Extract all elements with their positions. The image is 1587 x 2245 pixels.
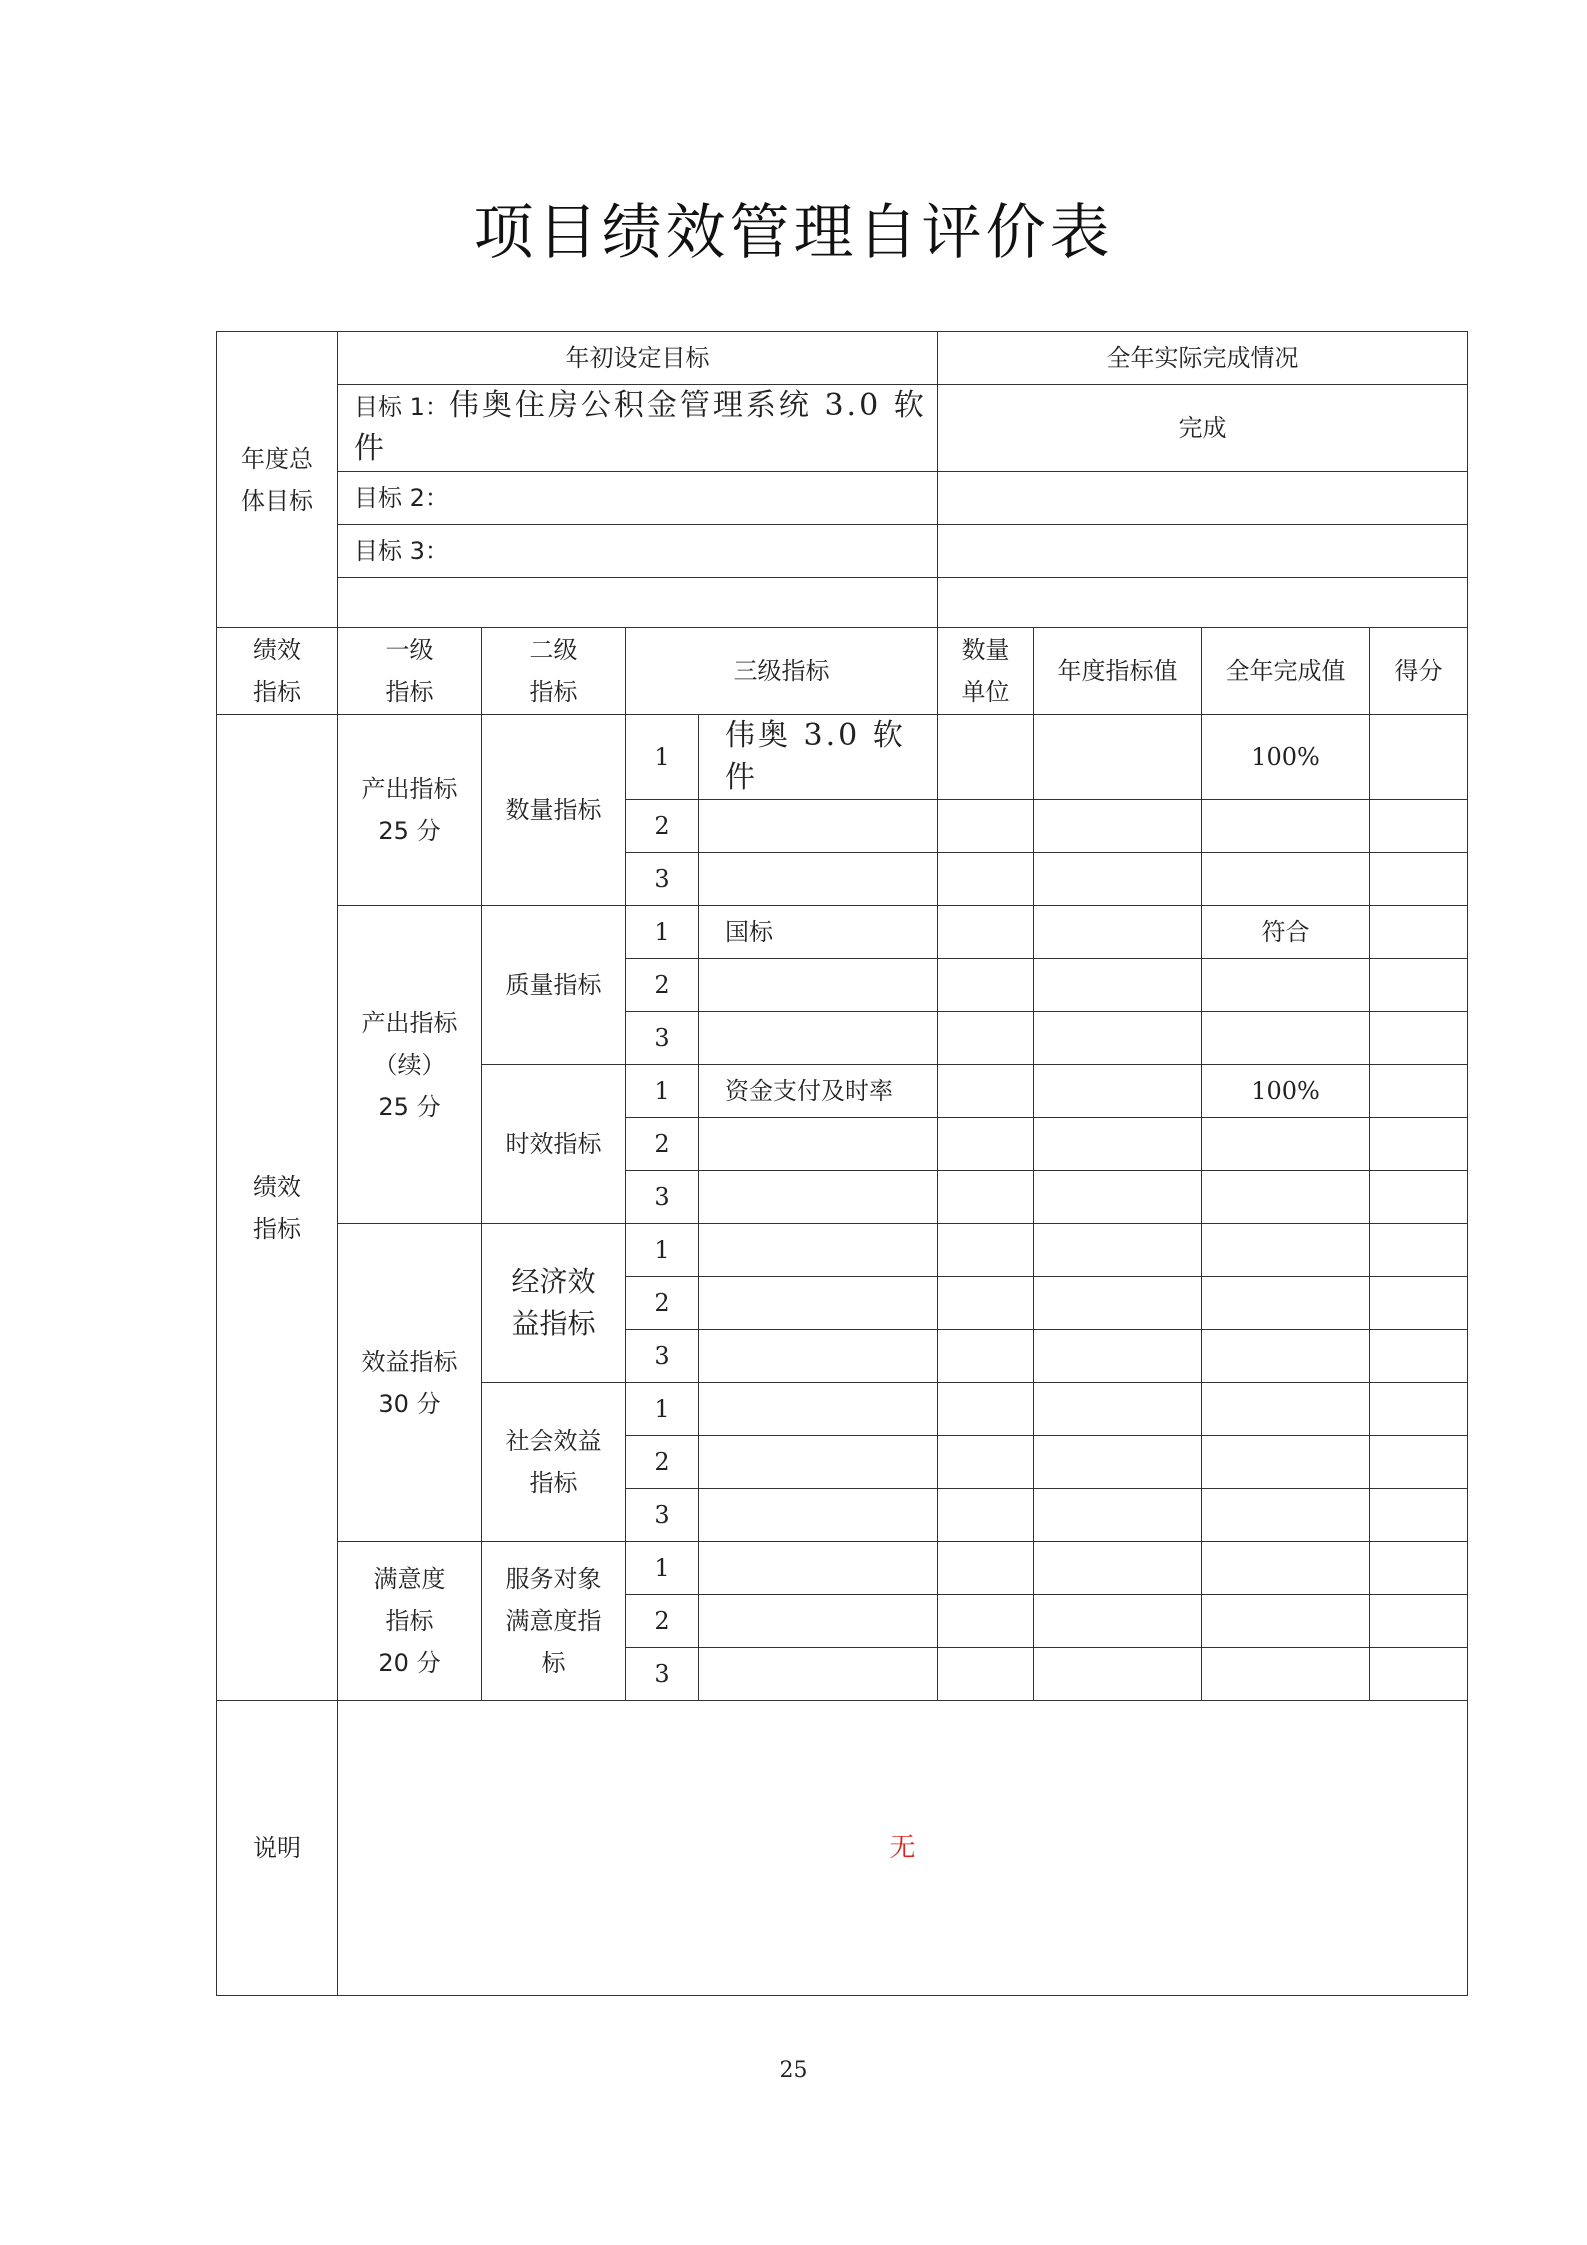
row-target <box>1034 715 1202 800</box>
row-item <box>699 1383 938 1436</box>
row-score <box>1370 1012 1468 1065</box>
row-target <box>1034 1489 1202 1542</box>
goal-3-status <box>938 525 1468 578</box>
row-target <box>1034 853 1202 906</box>
row-unit <box>938 853 1034 906</box>
row-unit <box>938 1012 1034 1065</box>
row-item: 伟奥 3.0 软件 <box>699 715 938 800</box>
row-value <box>1202 800 1370 853</box>
row-score <box>1370 1330 1468 1383</box>
goal-3: 目标 3： <box>338 525 938 578</box>
row-value <box>1202 1224 1370 1277</box>
row-number: 3 <box>626 1489 699 1542</box>
row-value <box>1202 1330 1370 1383</box>
row-number: 2 <box>626 1118 699 1171</box>
row-unit <box>938 1330 1034 1383</box>
row-value <box>1202 1436 1370 1489</box>
evaluation-table <box>216 331 1468 1996</box>
level1-output: 产出指标 25 分 <box>338 715 482 906</box>
row-value <box>1202 1171 1370 1224</box>
row-item <box>699 1436 938 1489</box>
row-score <box>1370 1542 1468 1595</box>
row-item <box>699 1489 938 1542</box>
page-title: 项目绩效管理自评价表 <box>473 198 1114 268</box>
row-value <box>1202 1542 1370 1595</box>
row-number: 3 <box>626 1330 699 1383</box>
row-target <box>1034 1171 1202 1224</box>
row-item <box>699 1595 938 1648</box>
row-score <box>1370 715 1468 800</box>
row-unit <box>938 1118 1034 1171</box>
row-item <box>699 1648 938 1701</box>
perf-header-score: 得分 <box>1370 628 1468 715</box>
row-score <box>1370 1277 1468 1330</box>
row-value <box>1202 1648 1370 1701</box>
row-unit <box>938 1224 1034 1277</box>
row-value <box>1202 1012 1370 1065</box>
row-score <box>1370 1171 1468 1224</box>
row-number: 1 <box>626 1065 699 1118</box>
row-number: 1 <box>626 715 699 800</box>
row-target <box>1034 1542 1202 1595</box>
row-number: 2 <box>626 959 699 1012</box>
row-number: 3 <box>626 853 699 906</box>
row-number: 2 <box>626 800 699 853</box>
notes-content: 无 <box>338 1701 1468 1996</box>
row-score <box>1370 1118 1468 1171</box>
row-value <box>1202 1277 1370 1330</box>
row-value <box>1202 1383 1370 1436</box>
goal-2-status <box>938 472 1468 525</box>
level2-social: 社会效益 指标 <box>482 1383 626 1542</box>
row-target <box>1034 1436 1202 1489</box>
row-score <box>1370 1065 1468 1118</box>
goal-1-status: 完成 <box>938 385 1468 472</box>
goal-1: 目标 1：伟奥住房公积金管理系统 3.0 软件 <box>338 385 938 472</box>
goal-blank-status <box>938 578 1468 628</box>
row-number: 1 <box>626 1542 699 1595</box>
row-number: 3 <box>626 1648 699 1701</box>
row-unit <box>938 1595 1034 1648</box>
row-item: 国标 <box>699 906 938 959</box>
row-unit <box>938 1648 1034 1701</box>
row-score <box>1370 1648 1468 1701</box>
perf-header-level1: 一级 指标 <box>338 628 482 715</box>
row-score <box>1370 906 1468 959</box>
row-target <box>1034 1118 1202 1171</box>
level2-quality: 质量指标 <box>482 906 626 1065</box>
perf-header-c1: 绩效 指标 <box>217 628 338 715</box>
row-number: 1 <box>626 906 699 959</box>
row-target <box>1034 906 1202 959</box>
row-item <box>699 1330 938 1383</box>
row-score <box>1370 800 1468 853</box>
row-target <box>1034 1012 1202 1065</box>
row-unit <box>938 800 1034 853</box>
perf-header-level3: 三级指标 <box>626 628 938 715</box>
row-target <box>1034 1330 1202 1383</box>
row-number: 2 <box>626 1436 699 1489</box>
row-value: 符合 <box>1202 906 1370 959</box>
row-value: 100% <box>1202 715 1370 800</box>
level1-output-continued: 产出指标 （续） 25 分 <box>338 906 482 1224</box>
perf-header-target: 年度指标值 <box>1034 628 1202 715</box>
row-item <box>699 1277 938 1330</box>
row-score <box>1370 1436 1468 1489</box>
row-unit <box>938 906 1034 959</box>
row-item <box>699 959 938 1012</box>
goal-2: 目标 2： <box>338 472 938 525</box>
perf-indicator-label: 绩效 指标 <box>217 715 338 1701</box>
row-item <box>699 1012 938 1065</box>
level2-economic: 经济效 益指标 <box>482 1224 626 1383</box>
level2-quantity: 数量指标 <box>482 715 626 906</box>
row-score <box>1370 1224 1468 1277</box>
row-unit <box>938 1383 1034 1436</box>
row-unit <box>938 1277 1034 1330</box>
row-unit <box>938 959 1034 1012</box>
row-value: 100% <box>1202 1065 1370 1118</box>
annual-goal-label: 年度总 体目标 <box>217 332 338 628</box>
row-item <box>699 1171 938 1224</box>
row-target <box>1034 1648 1202 1701</box>
row-value <box>1202 1118 1370 1171</box>
row-unit <box>938 715 1034 800</box>
perf-header-unit: 数量 单位 <box>938 628 1034 715</box>
row-value <box>1202 1489 1370 1542</box>
row-target <box>1034 800 1202 853</box>
row-score <box>1370 1383 1468 1436</box>
row-value <box>1202 959 1370 1012</box>
page-number: 25 <box>779 2058 808 2083</box>
row-unit <box>938 1065 1034 1118</box>
row-unit <box>938 1171 1034 1224</box>
notes-label: 说明 <box>217 1701 338 1996</box>
row-target <box>1034 1065 1202 1118</box>
row-score <box>1370 853 1468 906</box>
row-number: 2 <box>626 1277 699 1330</box>
row-target <box>1034 1383 1202 1436</box>
perf-header-actual: 全年完成值 <box>1202 628 1370 715</box>
col-actual-header: 全年实际完成情况 <box>938 332 1468 385</box>
row-unit <box>938 1489 1034 1542</box>
row-unit <box>938 1542 1034 1595</box>
level2-timeliness: 时效指标 <box>482 1065 626 1224</box>
row-target <box>1034 1224 1202 1277</box>
row-target <box>1034 1277 1202 1330</box>
row-value <box>1202 1595 1370 1648</box>
level1-benefit: 效益指标 30 分 <box>338 1224 482 1542</box>
row-item <box>699 1118 938 1171</box>
level2-service: 服务对象 满意度指 标 <box>482 1542 626 1701</box>
row-number: 3 <box>626 1171 699 1224</box>
row-item <box>699 800 938 853</box>
row-unit <box>938 1436 1034 1489</box>
perf-header-level2: 二级 指标 <box>482 628 626 715</box>
row-value <box>1202 853 1370 906</box>
level1-satisfaction: 满意度 指标 20 分 <box>338 1542 482 1701</box>
row-item: 资金支付及时率 <box>699 1065 938 1118</box>
row-target <box>1034 959 1202 1012</box>
goal-blank <box>338 578 938 628</box>
row-number: 3 <box>626 1012 699 1065</box>
row-number: 1 <box>626 1383 699 1436</box>
row-score <box>1370 1489 1468 1542</box>
row-item <box>699 853 938 906</box>
row-target <box>1034 1595 1202 1648</box>
row-number: 2 <box>626 1595 699 1648</box>
row-score <box>1370 959 1468 1012</box>
row-score <box>1370 1595 1468 1648</box>
row-number: 1 <box>626 1224 699 1277</box>
row-item <box>699 1542 938 1595</box>
row-item <box>699 1224 938 1277</box>
col-set-goal-header: 年初设定目标 <box>338 332 938 385</box>
